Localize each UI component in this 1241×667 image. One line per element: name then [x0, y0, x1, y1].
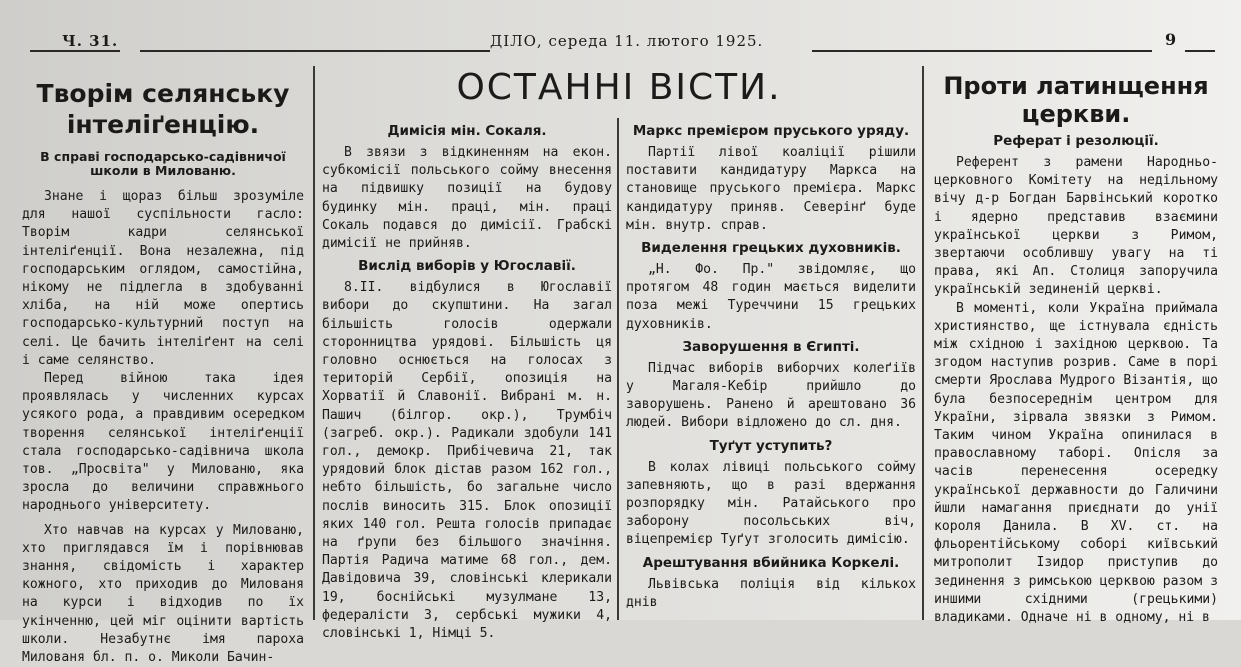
paragraph: Референт з рамени Народньо-церковного Комітету на недільному вічу д-р Богдан Барвінський коротко і ядерно представив взаємини української церкви з Римом, звертаючи особлившу увагу на ті права, які Ап. Столиця запоручила українській зединеній церкві. [934, 155, 1218, 298]
article-title: Проти латинщення церкви. [943, 72, 1209, 128]
column-rule [313, 66, 315, 620]
paragraph: „Н. Фо. Пр." звідомляє, що протягом 48 годин мається виделити поза межі Туреччини 15 грецьких духовників. [626, 262, 916, 332]
masthead-rule-mid-left [140, 50, 490, 52]
article-subtitle: Реферат і резолюції. [993, 133, 1159, 149]
news-column-2 [322, 118, 612, 642]
news-heading: Вислід виборів у Югославії. [358, 258, 576, 275]
paragraph: Хто навчав на курсах у Милованю, хто приглядався їм і порівнював знання, свідомість і характер кожного, хто приходив до Милованя на курси і відходив по їх укінченню, цей міг оцінити вартість школи. Незабутнє імя пароха Милованя бл. п. о. Миколи Бачин- [22, 522, 304, 666]
news-heading: Виделення грецьких духовників. [641, 240, 901, 257]
article-column-1 [22, 66, 304, 666]
page-number: 9 [1165, 30, 1177, 49]
paragraph: В звязи з відкиненням на екон. субкомісії польського сойму внесення на підвишку позиції на будову будинку мін. праці, мін. праці Сокаль подався до димісії. Грабскі димісії не прийняв. [322, 145, 612, 252]
masthead [0, 30, 1241, 56]
column-rule [617, 118, 619, 620]
paragraph: Підчас виборів виборчих колеґіїв у Магаля-Кебір прийшло до заворушень. Ранено й арештовано 36 людей. Вибори відложено до сл. дня. [626, 360, 916, 431]
paragraph: В колах лівиці польського сойму запевняють, що в разі вдержання розпорядку мін. Ратайського про заборону посольських віч, віцепремієр Туґут зголосить димісію. [626, 459, 916, 548]
article-subtitle: В справі господарсько-садівничої школи в Милованю. [40, 149, 286, 178]
news-column-3 [626, 118, 916, 620]
paragraph: Знане і щораз більш зрозуміле для нашої суспільности гасло: Творім кадри селянської інтеліґенції. Вона незалежна, під господарським оглядом, самостійна, нікому не підлегла в здобуванні хліба, на ній може опертись господарсько-культурний поступ на селі. Це бачить інтеліґент на селі і саме селянство. [22, 189, 304, 368]
news-heading: Заворушення в Єгипті. [682, 338, 860, 355]
article-title: Творім селянську інтеліґенцію. [36, 79, 290, 139]
paragraph: Партії лівої коаліції рішили поставити кандидатуру Маркса на становище пруського премієра. Маркс кандидатуру приняв. Северінґ буде мін. внутр. справ. [626, 145, 916, 233]
article-body [934, 154, 1218, 627]
masthead-rule-mid-right [812, 50, 1152, 52]
masthead-rule-right [1185, 50, 1215, 52]
paragraph: В моменті, коли Україна приймала християнство, ще істнувала єдність між східною і західною церквою. Та згодом наступив розрив. Саме в порі смерти Ярослава Мудрого Візантія, що була безпосереднім центром для України, зірвала звязки з Римом. Таким чином Україна опинилася в православному таборі. Опісля за часів перенесення осередку української державности до Галичини йшли намагання приєднати до унії короля Данила. В XV. ст. на фльорентійському соборі київський митрополит Ізидор приступив до зединення з римською церквою разом з иншими східними (грецькими) владиками. Одначе ні в одному, ні в [934, 300, 1218, 626]
news-heading: Арештування вбийника Коркелі. [642, 554, 900, 571]
column-rule [922, 66, 924, 620]
masthead-date: ДІЛО, середа 11. лютого 1925. [490, 32, 764, 50]
paragraph: Перед війною така ідея проявлялась у численних курсах усякого рода, а правдивим осередком творення селянської інтеліґенції стала господарсько-садівнича школа тов. „Просвіта" у Милованю, яка зросла до величини справжнього народнього університету. [22, 371, 304, 514]
article-body [22, 188, 304, 667]
news-heading: Маркс премієром пруського уряду. [632, 123, 910, 139]
section-title: ОСТАННІ ВІСТИ. [456, 67, 782, 108]
news-heading: Туґут уступить? [709, 437, 833, 454]
paragraph: Львівська поліція від кількох днів [626, 576, 916, 610]
masthead-rule-left [30, 50, 120, 52]
news-heading: Димісія мін. Сокаля. [387, 123, 547, 139]
issue-number: Ч. 31. [62, 32, 119, 50]
paragraph: 8.II. відбулися в Югославії вибори до скупштини. На загал більшість голосів одержали сторонництва урядові. Більшість ця головно оснюється на голосах з територій Сербії, опозиція на Хорватії й Славонії. Вибрані м. н. Пашич (білгор. окр.), Трумбіч (загреб. окр.). Радикали здобули 141 гол., демокр. Прибічевича 21, так урядовий блок дістав разом 162 гол., небто більшість, бо загальне число послів виносить 315. Блок опозиції яких 140 гол. Решта голосів припадає на ґрупи без більшого значіння. Партія Радича матиме 68 гол., дем. Давідовича 39, словінські клерикали 19, боснійські музулмане 13, федералісти 3, сербські мужики 4, словінські 1, Німці 5. [322, 280, 612, 642]
article-column-4 [934, 66, 1218, 626]
